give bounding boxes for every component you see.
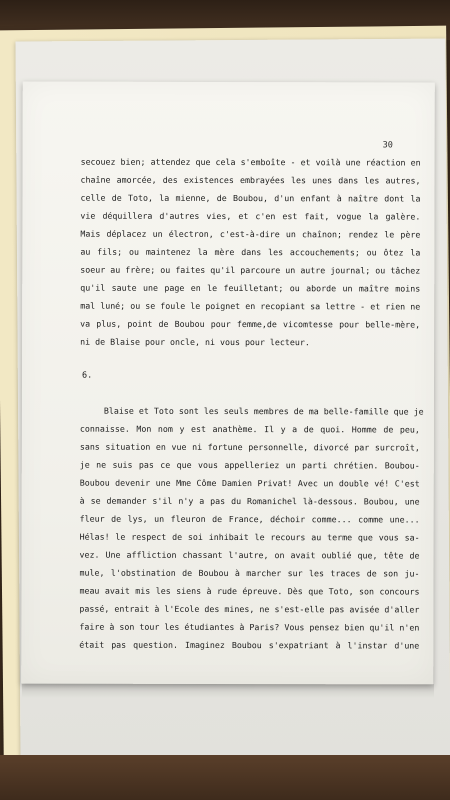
text-line: je ne suis pas ce que vous appelleriez un parti chrétien. Boubou- (79, 459, 420, 471)
text-line: fleur de lys, un fleuron de France, déchoir comme... comme une... (79, 513, 420, 525)
text-line: soeur au frère; ou faites qu'il parcoure un autre journal; ou tâchez (80, 264, 421, 276)
text-line: sans situation en vue ni fortune personnelle, divorcé par surcroît, (79, 441, 420, 453)
text-line: passé, entrait à l'Ecole des mines, ne s'est-elle pas avisée d'aller (79, 603, 420, 615)
text-line: mal luné; ou se foule le poignet en recopiant sa lettre - et rien ne (80, 300, 421, 312)
page-shadow (22, 684, 434, 698)
text-line: celle de Toto, la mienne, de Boubou, d'un enfant à naître dont la (80, 192, 421, 204)
text-line: Hélas! le respect de soi inhibait le recours au terme que vous sa- (79, 531, 420, 543)
text-line: connaisse. Mon nom y est anathème. Il y a de quoi. Homme de peu, (79, 423, 420, 435)
text-line: qu'il saute une page en le feuilletant; ou aborde un maître moins (80, 282, 421, 294)
text-line: vez. Une affliction chassant l'autre, on avait oublié que, tête de (79, 549, 420, 561)
text-line: ni de Blaise pour oncle, ni vous pour lecteur. (80, 336, 310, 348)
page-number: 30 (382, 140, 393, 151)
text-line: Mais déplacez un électron, c'est-à-dire un chaînon; rendez le père (80, 228, 421, 240)
text-line: vie déquillera d'autres vies, et c'en est fait, vogue la galère. (80, 210, 421, 222)
text-line: Boubou devenir une Mme Côme Damien Privat! Avec un double vé! C'est (79, 477, 420, 489)
text-line: Blaise et Toto sont les seuls membres de ma belle-famille que je (103, 405, 424, 417)
typewritten-page (21, 81, 435, 684)
text-line: secouez bien; attendez que cela s'emboîte - et voilà une réaction en (80, 156, 421, 168)
text-line: faire à son tour les étudiantes à Paris? Vous pensez bien qu'il n'en (79, 621, 420, 633)
text-line: meau avait mis les siens à rude épreuve. Dès que Toto, son concours (79, 585, 420, 597)
section-number: 6. (82, 370, 93, 381)
text-line: au fils; ou maintenez la mère dans les accouchements; ou ôtez la (80, 246, 421, 258)
text-line: va plus, point de Boubou pour femme,de vicomtesse pour belle-mère, (80, 318, 421, 330)
wooden-table-bottom (0, 755, 450, 800)
text-line: chaîne amorcée, des existences embrayées les unes dans les autres, (80, 174, 421, 186)
text-line: était pas question. Imaginez Boubou s'expatriant à l'instar d'une (79, 639, 420, 651)
text-line: mule, l'obstination de Boubou à marcher sur les traces de son ju- (79, 567, 420, 579)
text-line: à se demander s'il n'y a pas du Romanichel là-dessous. Boubou, une (79, 495, 420, 507)
